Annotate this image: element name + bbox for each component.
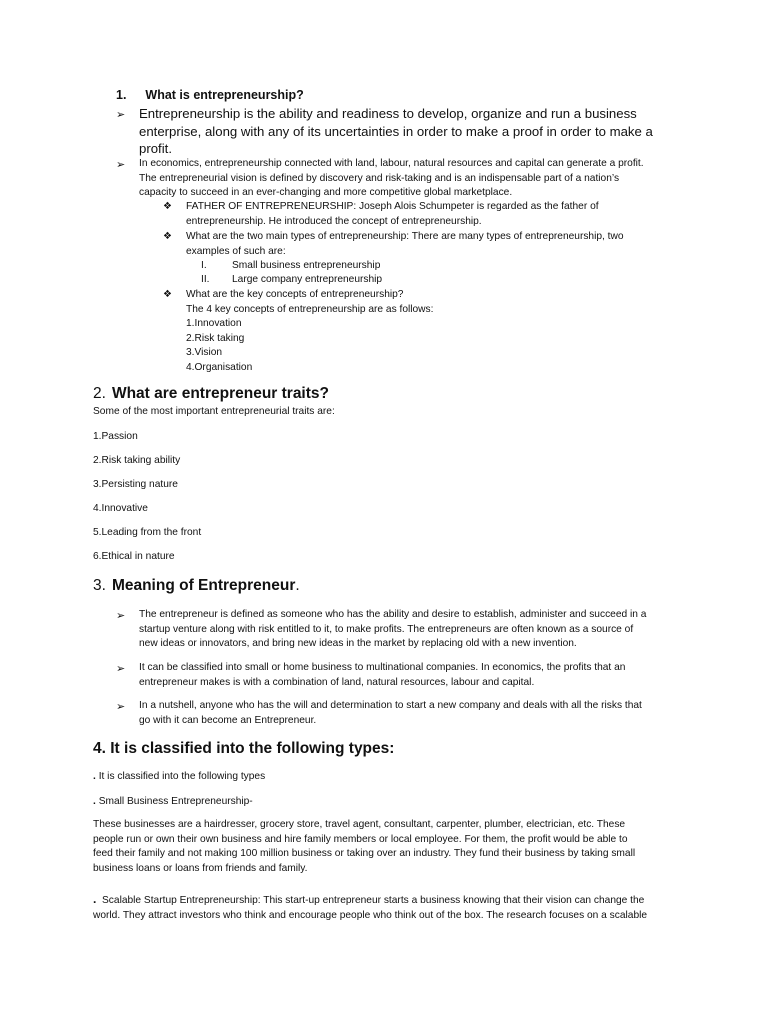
text-line: 2.Risk taking (186, 332, 245, 344)
section1-number: 1. (116, 88, 127, 102)
section3-bullet (139, 699, 642, 728)
section3-bullet (139, 608, 646, 652)
text-line: The entrepreneur is defined as someone who has the ability and desire to establish, administer and succeed in a (139, 609, 647, 620)
text-line: 4.Organisation (186, 361, 253, 373)
text-line: The 4 key concepts of entrepreneurship are as follows: (186, 303, 434, 315)
text-line: These businesses are a hairdresser, grocery store, travel agent, consultant, carpenter, plumber, electrician, etc. These (93, 819, 626, 830)
trait-item: 4.Innovative (93, 503, 148, 514)
section3-heading (93, 577, 300, 595)
section3-title-suffix: . (295, 577, 300, 594)
section1-bullet2 (139, 157, 644, 201)
trait-item: 5.Leading from the front (93, 527, 202, 538)
section4-paragraph (93, 818, 635, 876)
text-line: 1.Innovation (186, 318, 242, 329)
section4-scalable (93, 892, 647, 923)
concepts-item (186, 288, 433, 375)
section1-bullet1 (139, 105, 653, 158)
text-line: enterprise, along with any of its uncertainties in order to make a proof in order to make a (139, 123, 653, 139)
text-line: What are the key concepts of entrepreneurship? (186, 289, 404, 300)
father-item (186, 200, 599, 229)
types-item (186, 230, 624, 259)
text-line: What are the two main types of entrepreneurship: There are many types of entrepreneurship, two (186, 231, 624, 242)
section3-number: 3. (93, 577, 106, 594)
text-line (93, 892, 647, 909)
arrow-bullet-icon: ➢ (116, 109, 126, 121)
section2-number: 2. (93, 385, 106, 402)
diamond-bullet-icon: ❖ (163, 289, 172, 300)
section2-heading (93, 385, 329, 403)
text-line: new ideas or innovators, and bring new ideas in the market by replacing old with a new invention. (139, 638, 577, 649)
text-line: people run or own their own business and hire family members or local employee. For them, the profit would be able to (93, 833, 628, 845)
text-line: entrepreneurship. He introduced the concept of entrepreneurship. (186, 215, 482, 227)
section1-heading (116, 88, 304, 102)
text-line: The entrepreneurial vision is defined by discovery and risk-taking and is an indispensable part of a nation’s (139, 172, 620, 184)
roman-item-text: Large company entrepreneurship (232, 274, 383, 285)
text-line: In economics, entrepreneurship connected with land, labour, natural resources and capital can generate a profit. (139, 158, 644, 169)
text-line: entrepreneur makes is with a combination of land, natural resources, labour and capital. (139, 676, 535, 688)
roman-item (201, 259, 207, 274)
roman-number: I. (201, 260, 207, 271)
text-line: In a nutshell, anyone who has the will and determination to start a new company and deals with all the risks that (139, 700, 642, 711)
section3-title: Meaning of Entrepreneur (111, 577, 296, 594)
trait-item: 1.Passion (93, 431, 138, 442)
roman-number: II. (201, 274, 210, 285)
trait-item: 3.Persisting nature (93, 479, 178, 490)
scalable-line: Scalable Startup Entrepreneurship: This start-up entrepreneur starts a business knowing that their vision can change the (102, 895, 645, 906)
dot-bullet-icon: . (93, 771, 96, 782)
text-line: world. They attract investors who think and encourage people who think out of the box. The research focuses on a scalable (93, 909, 648, 921)
roman-item-text: Small business entrepreneurship (232, 260, 381, 271)
dot-bullet-icon: . (93, 892, 97, 906)
trait-item: 6.Ethical in nature (93, 551, 175, 562)
text-line: go with it can become an Entrepreneur. (139, 714, 317, 726)
section4-line2 (93, 795, 253, 810)
text-line: capacity to succeed in an ever-changing and more competitive global marketplace. (139, 187, 513, 198)
text-line: It can be classified into small or home business to multinational companies. In economics, the profits that an (139, 662, 626, 673)
text-line: 3.Vision (186, 347, 223, 358)
roman-item (201, 273, 210, 288)
section4-line2-text: Small Business Entrepreneurship- (98, 796, 253, 807)
trait-item: 2.Risk taking ability (93, 455, 181, 466)
text-line: feed their family and not making 100 million business or taking over an industry. They fund their business by taking small (93, 848, 636, 859)
arrow-bullet-icon: ➢ (116, 159, 126, 171)
text-line: business loans or loans from friends and family. (93, 862, 308, 874)
section4-line1 (93, 770, 265, 785)
text-line: FATHER OF ENTREPRENEURSHIP: Joseph Alois Schumpeter is regarded as the father of (186, 201, 599, 212)
diamond-bullet-icon: ❖ (163, 201, 172, 212)
text-line: examples of such are: (186, 245, 286, 257)
text-line: Entrepreneurship is the ability and readiness to develop, organize and run a business (139, 106, 637, 121)
section2-title: What are entrepreneur traits? (111, 385, 329, 402)
section1-title: What is entrepreneurship? (145, 88, 304, 102)
arrow-bullet-icon: ➢ (116, 701, 126, 713)
section2-intro: Some of the most important entrepreneurial traits are: (93, 406, 335, 417)
arrow-bullet-icon: ➢ (116, 610, 126, 622)
section4-line1-text: It is classified into the following types (98, 771, 266, 782)
section3-bullet (139, 661, 625, 690)
arrow-bullet-icon: ➢ (116, 663, 126, 675)
text-line: startup venture along with risk entitled to it, to make profits. The entrepreneurs are often known as a source of (139, 623, 634, 635)
text-line: profit. (139, 141, 172, 156)
dot-bullet-icon: . (93, 796, 96, 807)
diamond-bullet-icon: ❖ (163, 231, 172, 242)
section4-heading: 4. It is classified into the following types: (93, 740, 395, 757)
